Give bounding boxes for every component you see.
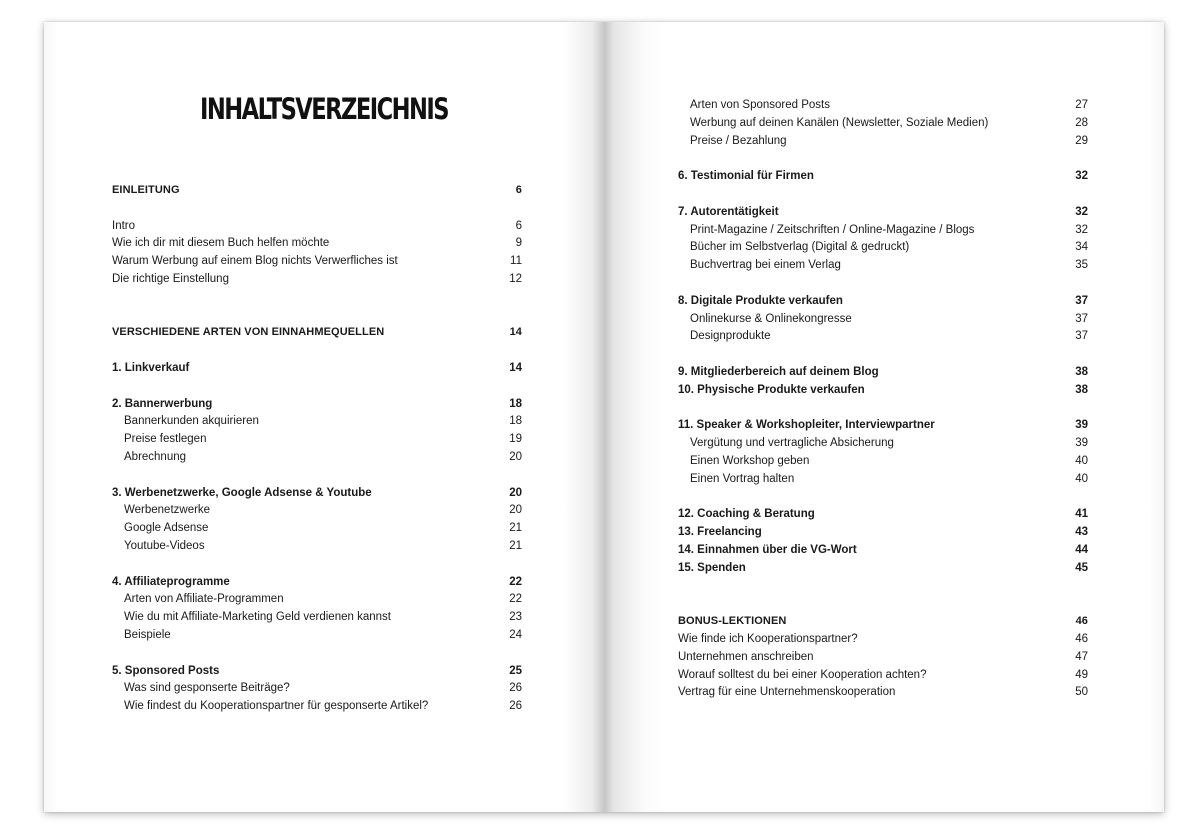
toc-label: 6. Testimonial für Firmen [678, 170, 814, 183]
toc-page-number: 40 [1075, 454, 1088, 467]
toc-entry [112, 218, 522, 236]
toc-chapter [678, 506, 1088, 524]
toc-page-number: 21 [509, 522, 522, 535]
toc-entry [112, 449, 522, 467]
toc-label: Google Adsense [124, 522, 209, 535]
toc-page-number: 6 [515, 219, 522, 232]
toc-label: Wie du mit Affiliate-Marketing Geld verdienen kannst [124, 611, 391, 624]
toc-page-number: 23 [509, 611, 522, 624]
toc-page-number: 45 [1075, 561, 1088, 574]
toc-chapter [112, 396, 522, 414]
toc-page-number: 9 [515, 237, 522, 250]
toc-label: Arten von Affiliate-Programmen [124, 593, 284, 606]
toc-label: 8. Digitale Produkte verkaufen [678, 294, 843, 307]
toc-page-number: 37 [1075, 294, 1088, 307]
toc-entry [678, 667, 1088, 685]
toc-page-number: 21 [509, 539, 522, 552]
toc-page-number: 26 [509, 682, 522, 695]
toc-label: Werbung auf deinen Kanälen (Newsletter, Soziale Medien) [690, 116, 989, 129]
toc-page-number: 11 [510, 255, 522, 268]
toc-page-number: 26 [509, 700, 522, 713]
open-book [44, 22, 1164, 812]
toc-label: Vergütung und vertragliche Absicherung [690, 437, 894, 450]
toc-entry [112, 235, 522, 253]
toc-page-number: 12 [509, 272, 522, 285]
toc-label: 2. Bannerwerbung [112, 397, 213, 410]
toc-page-number: 18 [509, 415, 522, 428]
toc-chapter [112, 360, 522, 378]
toc-page-number: 28 [1075, 116, 1088, 129]
toc-entry [112, 413, 522, 431]
toc-page-number: 14 [509, 361, 522, 374]
toc-entry [112, 698, 522, 716]
toc-page-number: 32 [1075, 170, 1088, 183]
toc-entry [112, 591, 522, 609]
toc-page-number: 38 [1075, 365, 1088, 378]
toc-chapter [678, 382, 1088, 400]
toc-label: Wie findest du Kooperationspartner für gesponserte Artikel? [124, 700, 429, 713]
toc-label: 11. Speaker & Workshopleiter, Interviewpartner [678, 419, 935, 432]
toc-entry [678, 631, 1088, 649]
toc-page-number: 32 [1075, 205, 1088, 218]
toc-page-number: 44 [1075, 543, 1088, 556]
toc-entry [678, 239, 1088, 257]
toc-page-number: 22 [509, 593, 522, 606]
toc-chapter [678, 524, 1088, 542]
toc-label: Onlinekurse & Onlinekongresse [690, 312, 852, 325]
toc-page-number: 37 [1075, 312, 1088, 325]
toc-entry [112, 502, 522, 520]
toc-entry [678, 649, 1088, 667]
toc-chapter [678, 168, 1088, 186]
toc-entry [112, 431, 522, 449]
toc-entry [112, 520, 522, 538]
toc-chapter [112, 663, 522, 681]
toc-label: Intro [112, 219, 136, 232]
toc-label: Einen Workshop geben [690, 454, 810, 467]
toc-page-number: 46 [1075, 632, 1088, 645]
toc-label: EINLEITUNG [112, 184, 180, 196]
toc-label: Designprodukte [690, 330, 771, 343]
toc-label: Unternehmen anschreiben [678, 650, 814, 663]
toc-page-number: 19 [509, 433, 522, 446]
toc-label: Worauf solltest du bei einer Kooperation achten? [678, 668, 927, 681]
toc-page-number: 24 [509, 628, 522, 641]
toc-entry [678, 257, 1088, 275]
toc-page-number: 39 [1075, 419, 1088, 432]
toc-page-number: 27 [1075, 99, 1088, 111]
toc-section-bonus [678, 613, 1088, 631]
toc-entry [112, 627, 522, 645]
toc-entry [112, 253, 522, 271]
toc-label: Buchvertrag bei einem Verlag [690, 259, 841, 272]
toc-page-number: 20 [509, 486, 522, 499]
toc-label: 15. Spenden [678, 561, 746, 574]
toc-label: Wie finde ich Kooperationspartner? [678, 632, 858, 645]
toc-entry [678, 97, 1088, 115]
toc-label: Warum Werbung auf einem Blog nichts Verwerfliches ist [112, 255, 398, 268]
toc-label: 7. Autorentätigkeit [678, 205, 779, 218]
toc-label: Preise / Bezahlung [690, 134, 787, 147]
toc-entry [678, 471, 1088, 489]
toc-label: 14. Einnahmen über die VG-Wort [678, 543, 857, 556]
toc-page-number: 49 [1075, 668, 1088, 681]
toc-label: Bannerkunden akquirieren [124, 415, 259, 428]
toc-entry [112, 609, 522, 627]
toc-label: 1. Linkverkauf [112, 361, 190, 374]
toc-page-number: 40 [1075, 472, 1088, 485]
toc-chapter [678, 293, 1088, 311]
toc-label: Einen Vortrag halten [690, 472, 795, 485]
toc-chapter [678, 560, 1088, 578]
toc-label: 4. Affiliateprogramme [112, 575, 230, 588]
toc-section-einnahmequellen [112, 324, 522, 342]
toc-entry [112, 271, 522, 289]
toc-label: Werbenetzwerke [124, 504, 211, 517]
toc-page-number: 41 [1075, 508, 1088, 521]
toc-entry [112, 680, 522, 698]
toc-page-number: 14 [509, 326, 522, 339]
toc-page-number: 34 [1075, 241, 1088, 254]
toc-entry [678, 115, 1088, 133]
toc-entry [112, 538, 522, 556]
toc-page-number: 50 [1075, 686, 1088, 699]
toc-label: Wie ich dir mit diesem Buch helfen möchte [112, 237, 330, 250]
toc-chapter [678, 417, 1088, 435]
toc-page-number: 35 [1075, 259, 1088, 272]
toc-entry [678, 328, 1088, 346]
toc-page-number: 38 [1075, 383, 1088, 396]
toc-label: 5. Sponsored Posts [112, 664, 220, 677]
toc-label: Vertrag für eine Unternehmenskooperation [678, 686, 896, 699]
toc-entry [678, 133, 1088, 151]
toc-page-number: 32 [1075, 223, 1088, 236]
toc-entry [678, 222, 1088, 240]
toc-chapter [112, 574, 522, 592]
toc-label: 12. Coaching & Beratung [678, 508, 815, 521]
toc-page-number: 18 [509, 397, 522, 410]
toc-page-number: 39 [1075, 437, 1088, 450]
toc-label: Preise festlegen [124, 433, 207, 446]
toc-label: Was sind gesponserte Beiträge? [124, 682, 290, 695]
toc-label: Die richtige Einstellung [112, 272, 229, 285]
toc-label: Print-Magazine / Zeitschriften / Online-Magazine / Blogs [690, 223, 975, 236]
toc-chapter [678, 542, 1088, 560]
toc-label: Arten von Sponsored Posts [690, 99, 830, 111]
toc-label: Abrechnung [124, 450, 187, 463]
toc-label: Youtube-Videos [124, 539, 205, 552]
left-page [44, 22, 604, 812]
toc-label: Bücher im Selbstverlag (Digital & gedruckt) [690, 241, 910, 254]
toc-label: 3. Werbenetzwerke, Google Adsense & Youtube [112, 486, 372, 499]
toc-page-number: 25 [509, 664, 522, 677]
toc-entry [678, 311, 1088, 329]
toc-chapter [112, 485, 522, 503]
toc-page-number: 47 [1075, 650, 1088, 663]
toc-page-number: 29 [1075, 134, 1088, 147]
toc-left [112, 182, 522, 716]
toc-page-number: 43 [1075, 526, 1088, 539]
toc-entry [678, 453, 1088, 471]
toc-label: 10. Physische Produkte verkaufen [678, 383, 865, 396]
toc-label: 13. Freelancing [678, 526, 762, 539]
toc-entry [678, 684, 1088, 702]
toc-page-number: 20 [509, 450, 522, 463]
toc-chapter [678, 364, 1088, 382]
toc-label: 9. Mitgliederbereich auf deinem Blog [678, 365, 879, 378]
toc-chapter [678, 204, 1088, 222]
toc-section-einleitung [112, 182, 522, 200]
toc-right [678, 97, 1088, 702]
right-page [604, 22, 1164, 812]
toc-entry [678, 435, 1088, 453]
toc-label: Beispiele [124, 628, 171, 641]
toc-page-number: 22 [509, 575, 522, 588]
toc-page-number: 46 [1075, 615, 1088, 628]
toc-label: VERSCHIEDENE ARTEN VON EINNAHMEQUELLEN [112, 326, 385, 339]
toc-page-number: 37 [1075, 330, 1088, 343]
page-title: INHALTSVERZEICHNIS [200, 92, 448, 126]
toc-label: BONUS-LEKTIONEN [678, 615, 787, 628]
toc-page-number: 6 [515, 184, 522, 196]
toc-page-number: 20 [509, 504, 522, 517]
